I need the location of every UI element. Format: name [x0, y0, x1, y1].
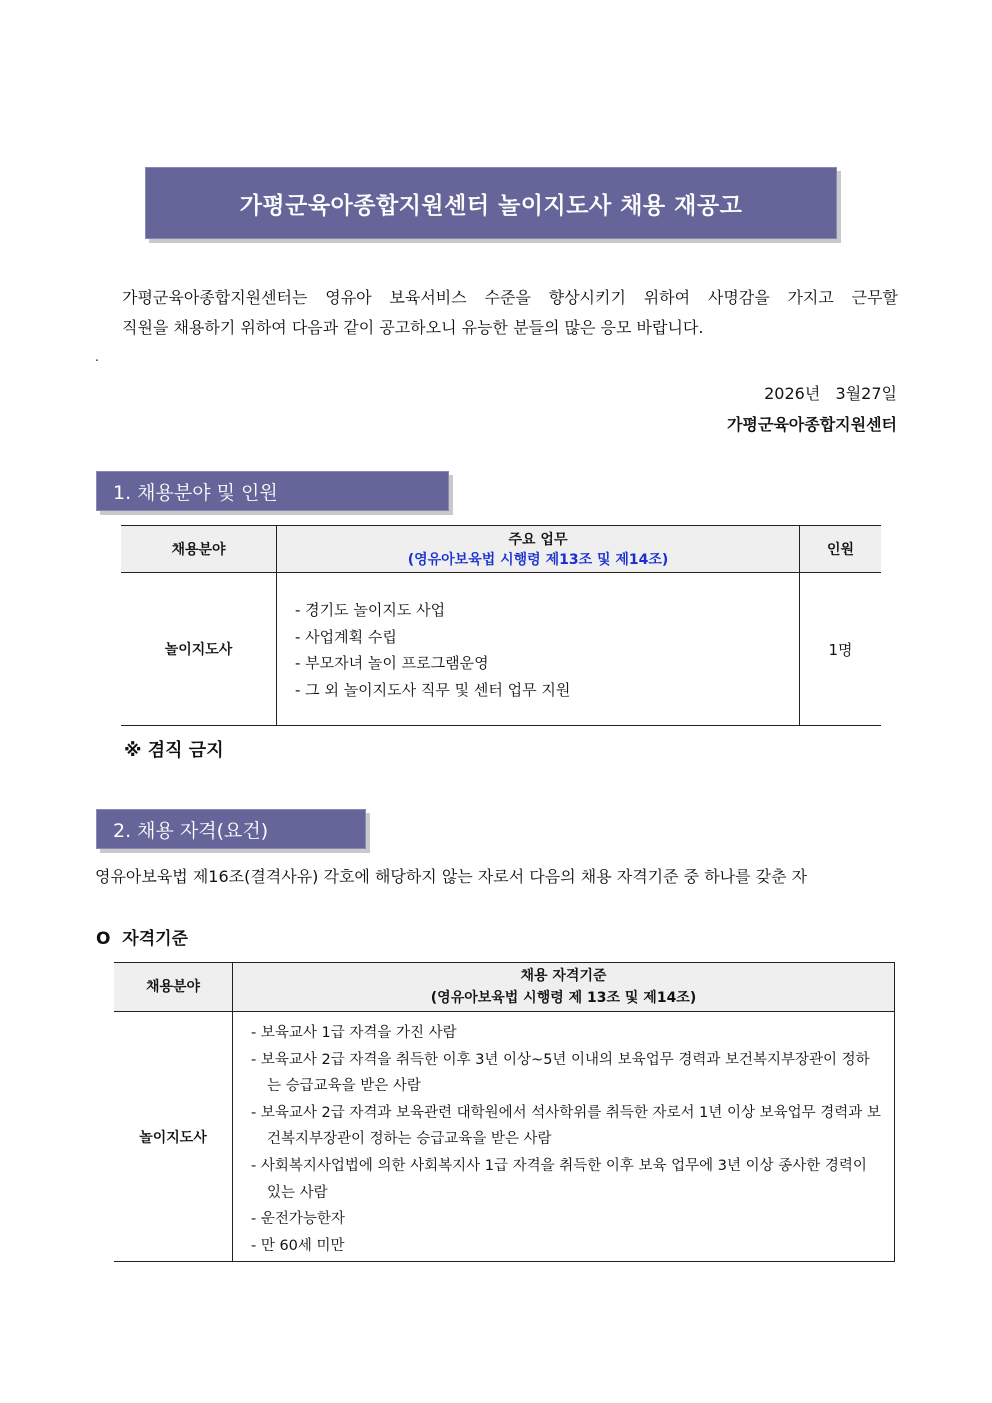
duties-cell	[277, 573, 800, 726]
duties-header-title: 주요 업무	[508, 532, 568, 548]
col-duties-header	[277, 526, 800, 573]
requirement-item: - 보육교사 2급 자격을 취득한 이후 3년 이상~5년 이내의 보육업무 경력과 보건복지부장관이 정하는 승급교육을 받은 사람	[251, 1051, 870, 1095]
qualification-intro: 영유아보육법 제16조(결격사유) 각호에 해당하지 않는 자로서 다음의 채용 자격기준 중 하나를 갖춘 자	[95, 867, 808, 886]
criteria-header-title: 채용 자격기준	[520, 968, 607, 984]
intro-line-1: 가평군육아종합지원센터는 영유아 보육서비스 수준을 향상시키기 위하여 사명감을 가지고 근무할	[122, 288, 898, 307]
criteria-header-law: (영유아보육법 시행령 제 13조 및 제14조)	[430, 990, 697, 1006]
positions-table	[121, 525, 881, 726]
requirement-item: - 보육교사 2급 자격과 보육관련 대학원에서 석사학위를 취득한 자로서 1년 이상 보육업무 경력과 보건복지부장관이 정하는 승급교육을 받은 사람	[251, 1104, 881, 1148]
duty-item: - 사업계획 수립	[295, 627, 397, 646]
field-cell: 놀이지도사	[121, 573, 277, 726]
announcement-date: 2026년 3월27일	[764, 384, 897, 403]
duty-item: - 그 외 놀이지도사 직무 및 센터 업무 지원	[295, 680, 571, 699]
page-title: 가평군육아종합지원센터 놀이지도사 채용 재공고	[145, 167, 837, 239]
stray-dot: .	[95, 350, 99, 364]
col-count-header: 인원	[800, 526, 882, 573]
requirement-item: - 사회복지사업법에 의한 사회복지사 1급 자격을 취득한 이후 보육 업무에 3년 이상 종사한 경력이 있는 사람	[251, 1157, 867, 1201]
requirements-cell	[233, 1012, 895, 1262]
intro-line-2: 직원을 채용하기 위하여 다음과 같이 공고하오니 유능한 분들의 많은 응모 바랍니다.	[122, 318, 704, 337]
intro-paragraph	[122, 283, 898, 343]
organization-name: 가평군육아종합지원센터	[726, 415, 897, 434]
no-side-job-note: ※ 겸직 금지	[124, 740, 224, 761]
col-field-header: 채용분야	[114, 963, 233, 1012]
count-cell: 1명	[800, 573, 882, 726]
section1-heading: 1. 채용분야 및 인원	[96, 471, 449, 511]
requirement-item: - 보육교사 1급 자격을 가진 사람	[251, 1025, 457, 1041]
duties-header-law: (영유아보육법 시행령 제13조 및 제14조)	[407, 552, 669, 568]
col-field-header: 채용분야	[121, 526, 277, 573]
field-cell: 놀이지도사	[114, 1012, 233, 1262]
duty-item: - 경기도 놀이지도 사업	[295, 601, 446, 619]
section2-heading: 2. 채용 자격(요건)	[96, 809, 366, 849]
requirement-item: - 만 60세 미만	[251, 1237, 345, 1254]
col-criteria-header	[233, 963, 895, 1012]
requirement-item: - 운전가능한자	[251, 1211, 345, 1228]
qualifications-table	[114, 962, 895, 1262]
duty-item: - 부모자녀 놀이 프로그램운영	[295, 654, 489, 672]
criteria-label: O 자격기준	[96, 929, 188, 949]
